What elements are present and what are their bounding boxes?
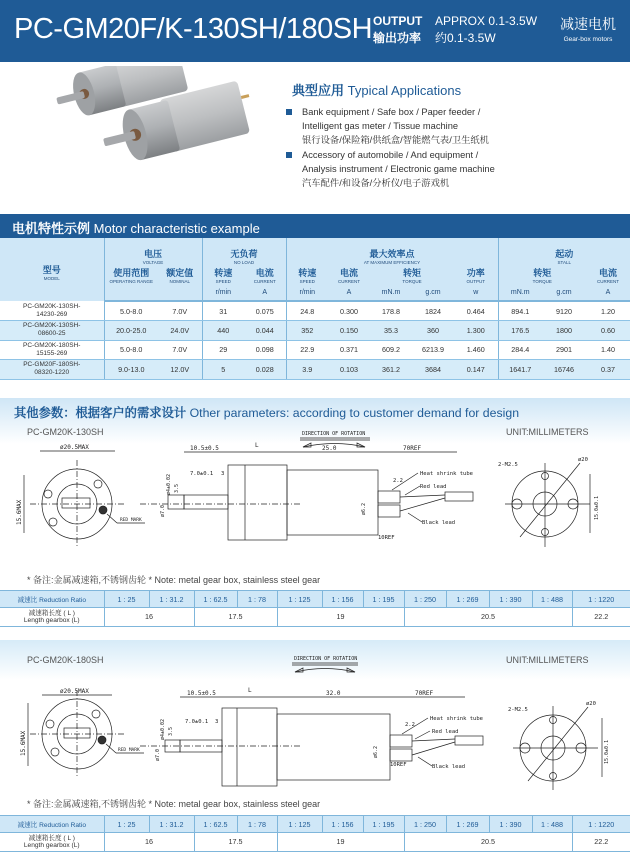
side-view-drawing (140, 687, 483, 786)
header-cn: 使用范围 (113, 268, 150, 278)
rear-view-drawing (508, 701, 610, 790)
header-cn: 功率 (466, 268, 485, 278)
col-me-torque (370, 266, 454, 285)
model-line: 15155-269 (36, 349, 68, 357)
col-me-output (454, 266, 498, 285)
me-current-cell: 0.103 (328, 360, 370, 380)
ratio-cell: 1 : 78 (237, 816, 277, 833)
application-text-cn: 银行设备/保险箱/供纸盒/智能燃气表/卫生纸机 (302, 135, 489, 146)
me-output-cell: 1.460 (454, 340, 498, 360)
model-line: 14230-269 (36, 310, 68, 318)
header-cn: 转矩 (533, 268, 552, 278)
header-en: MODEL (43, 276, 60, 281)
model-cell (0, 301, 104, 321)
length-row (0, 833, 630, 852)
applications-title-cn: 典型应用 (292, 83, 345, 98)
note-text: * 备注:金属减速箱,不锈钢齿轮 * Note: metal gear box, stainless steel gear (27, 575, 321, 585)
range-cell: 9.0-13.0 (104, 360, 158, 380)
nl-current-cell: 0.028 (244, 360, 286, 380)
reduction-ratio-table (0, 815, 630, 852)
length-cell: 16 (104, 608, 194, 627)
header-en: TORQUE (532, 279, 552, 284)
length-cell: 20.5 (404, 833, 572, 852)
svg-text:ø20: ø20 (578, 457, 588, 463)
st-torque-mnm-cell: 894.1 (498, 301, 542, 321)
svg-text:DIRECTION OF ROTATION: DIRECTION OF ROTATION (302, 431, 366, 437)
side-view-drawing (140, 442, 473, 541)
applications-section (292, 80, 622, 190)
category-en: Gear-box motors (563, 36, 613, 43)
nominal-cell: 7.0V (158, 340, 202, 360)
ratio-cell: 1 : 156 (322, 591, 363, 608)
header-en: SPEED (299, 279, 315, 284)
unit-blank (158, 285, 202, 301)
table-row (0, 360, 630, 380)
svg-text:ø7.0: ø7.0 (155, 748, 161, 761)
ratio-cell: 1 : 1220 (572, 816, 630, 833)
ratio-cell: 1 : 125 (277, 591, 322, 608)
unit-label: A (586, 285, 630, 301)
length-cell: 20.5 (404, 608, 572, 627)
page-header (0, 0, 630, 62)
other-title-en: Other parameters: according to customer demand for design (189, 406, 520, 420)
svg-text:ø20.5MAX: ø20.5MAX (60, 444, 89, 451)
length-row (0, 608, 630, 627)
svg-text:L: L (248, 687, 252, 694)
svg-text:DIRECTION OF ROTATION: DIRECTION OF ROTATION (294, 656, 358, 662)
nl-speed-cell: 29 (202, 340, 244, 360)
product-title: PC-GM20F/K-130SH/180SH (14, 13, 373, 45)
header-cn: 转矩 (403, 268, 422, 278)
applications-title-en: Typical Applications (347, 83, 462, 98)
range-cell: 5.0-8.0 (104, 340, 158, 360)
header-cn: 型号 (42, 265, 61, 275)
me-output-cell: 0.464 (454, 301, 498, 321)
unit-label: g.cm (412, 285, 454, 301)
nl-speed-cell: 31 (202, 301, 244, 321)
application-text: Accessory of automobile / And equipment / (302, 149, 479, 160)
col-group-max-efficiency (286, 238, 498, 266)
col-model (0, 238, 104, 301)
output-value-cn: 约0.1-3.5W (435, 31, 496, 45)
col-nl-speed (202, 266, 244, 285)
unit-label: mN.m (370, 285, 412, 301)
svg-text:Black lead: Black lead (432, 764, 466, 770)
unit-label: g.cm (542, 285, 586, 301)
square-bullet-icon (286, 109, 292, 115)
dimension-drawing (0, 648, 630, 794)
nl-current-cell: 0.075 (244, 301, 286, 321)
svg-text:3: 3 (215, 719, 219, 725)
nl-current-cell: 0.044 (244, 321, 286, 341)
svg-text:ø20: ø20 (586, 701, 596, 707)
svg-text:Heat shrink tube: Heat shrink tube (430, 716, 483, 722)
col-me-current (328, 266, 370, 285)
header-en: TORQUE (402, 279, 422, 284)
product-photo (10, 66, 270, 204)
unit-label: A (328, 285, 370, 301)
length-cell: 17.5 (194, 608, 277, 627)
svg-text:70REF: 70REF (403, 445, 422, 452)
drawing-model-label: PC-GM20K-130SH (27, 427, 104, 437)
model-line: PC-GM20F-180SH- (23, 361, 81, 369)
col-group-stall (498, 238, 630, 266)
model-line: PC-GM20K-130SH- (23, 322, 81, 330)
st-torque-gcm-cell: 1800 (542, 321, 586, 341)
svg-text:70REF: 70REF (415, 690, 434, 697)
ratio-cell: 1 : 25 (104, 816, 149, 833)
header-en: CURRENT (253, 279, 276, 284)
col-nl-current (244, 266, 286, 285)
ratio-cell: 1 : 250 (404, 591, 446, 608)
model-line: PC-GM20K-180SH- (23, 341, 81, 349)
st-torque-mnm-cell: 284.4 (498, 340, 542, 360)
svg-text:10.5±0.5: 10.5±0.5 (190, 445, 219, 452)
svg-text:2-M2.5: 2-M2.5 (508, 707, 528, 713)
unit-label: r/min (286, 285, 328, 301)
ratio-cell: 1 : 62.5 (194, 816, 237, 833)
me-speed-cell: 3.9 (286, 360, 328, 380)
ratio-cell: 1 : 1220 (572, 591, 630, 608)
table-row (0, 301, 630, 321)
svg-text:3.5: 3.5 (168, 726, 174, 736)
svg-text:2.2: 2.2 (393, 478, 403, 484)
st-current-cell: 1.20 (586, 301, 630, 321)
nl-current-cell: 0.098 (244, 340, 286, 360)
header-en: AT MAXIMUM EFFICIENCY (363, 260, 421, 265)
output-value (435, 13, 537, 47)
unit-blank (104, 285, 158, 301)
me-torque-mnm-cell: 35.3 (370, 321, 412, 341)
header-en: SPEED (215, 279, 231, 284)
svg-text:2-M2.5: 2-M2.5 (498, 462, 518, 468)
category-label (560, 14, 616, 43)
svg-text:RED MARK: RED MARK (120, 518, 142, 523)
col-group-voltage (104, 238, 202, 266)
application-text: Bank equipment / Safe box / Paper feeder / (302, 107, 481, 117)
category-cn: 减速电机 (560, 16, 616, 32)
ratio-cell: 1 : 390 (489, 816, 532, 833)
me-speed-cell: 24.8 (286, 301, 328, 321)
rotation-arrow-icon (292, 656, 358, 672)
model-cell (0, 340, 104, 360)
range-cell: 20.0-25.0 (104, 321, 158, 341)
model-line: 08600-25 (38, 330, 66, 338)
motor-characteristic-table (0, 238, 630, 380)
svg-text:Red lead: Red lead (420, 484, 447, 490)
header-en: STALL (557, 260, 571, 265)
me-speed-cell: 22.9 (286, 340, 328, 360)
svg-text:L: L (255, 442, 259, 449)
length-cell: 19 (277, 833, 404, 852)
ratio-cell: 1 : 31.2 (149, 816, 194, 833)
ratio-row (0, 591, 630, 608)
header-cn: 额定值 (166, 268, 194, 278)
application-text-cn: 汽车配件/和设备/分析仪/电子游戏机 (302, 178, 450, 189)
table-row (0, 321, 630, 341)
svg-text:RED MARK: RED MARK (118, 748, 140, 753)
dimension-drawing (0, 425, 630, 573)
model-line: 08320-1220 (34, 369, 70, 377)
output-label (373, 13, 422, 47)
output-label-en: OUTPUT (373, 14, 423, 28)
application-text: Intelligent gas meter / Tissue machine (302, 121, 459, 132)
ratio-cell: 1 : 125 (277, 816, 322, 833)
ratio-cell: 1 : 78 (237, 591, 277, 608)
col-st-current (586, 266, 630, 285)
model-cell (0, 321, 104, 341)
header-cn: 电流 (599, 268, 618, 278)
header-cn: 无负荷 (230, 249, 258, 259)
svg-text:ø4±0.02: ø4±0.02 (160, 718, 166, 740)
svg-text:15.0±0.1: 15.0±0.1 (604, 739, 610, 764)
me-speed-cell: 352 (286, 321, 328, 341)
other-parameters-title (14, 403, 519, 421)
col-me-speed (286, 266, 328, 285)
header-en: OPERATING RANGE (109, 279, 153, 284)
svg-text:7.0±0.1: 7.0±0.1 (190, 471, 214, 477)
ratio-label: 减速比 Reduction Ratio (0, 591, 104, 608)
header-cn: 转速 (298, 268, 317, 278)
note-text: * 备注:金属减速箱,不锈钢齿轮 * Note: metal gear box, stainless steel gear (27, 799, 321, 809)
me-torque-gcm-cell: 1824 (412, 301, 454, 321)
ratio-cell: 1 : 195 (363, 816, 404, 833)
ratio-cell: 1 : 62.5 (194, 591, 237, 608)
ratio-cell: 1 : 488 (532, 816, 572, 833)
svg-text:2.2: 2.2 (405, 722, 415, 728)
header-cn: 起动 (555, 249, 574, 259)
model-line: PC-GM20K-130SH- (23, 302, 81, 310)
application-item (292, 105, 622, 148)
applications-title (292, 80, 622, 99)
ratio-cell: 1 : 269 (446, 816, 489, 833)
svg-text:3.5: 3.5 (174, 483, 180, 493)
length-cell: 19 (277, 608, 404, 627)
svg-text:ø6.2: ø6.2 (373, 745, 379, 758)
me-output-cell: 1.300 (454, 321, 498, 341)
me-current-cell: 0.150 (328, 321, 370, 341)
me-torque-mnm-cell: 361.2 (370, 360, 412, 380)
header-en: NO LOAD (233, 260, 255, 265)
svg-text:Red lead: Red lead (432, 729, 459, 735)
svg-text:Black lead: Black lead (422, 520, 456, 526)
output-value-en: APPROX 0.1-3.5W (435, 14, 538, 28)
header-en: OUTPUT (466, 279, 486, 284)
length-label-en: Length gearbox (L) (23, 617, 80, 624)
ratio-cell: 1 : 156 (322, 816, 363, 833)
nl-speed-cell: 440 (202, 321, 244, 341)
application-item (292, 148, 622, 191)
me-torque-mnm-cell: 609.2 (370, 340, 412, 360)
length-cell: 17.5 (194, 833, 277, 852)
col-nominal (158, 266, 202, 285)
me-torque-mnm-cell: 178.8 (370, 301, 412, 321)
other-title-cn: 其他参数：根据客户的需求设计 (14, 406, 187, 420)
svg-text:7.0±0.1: 7.0±0.1 (185, 719, 209, 725)
drawing-model-label: PC-GM20K-180SH (27, 655, 104, 665)
front-view-drawing (20, 688, 144, 778)
me-current-cell: 0.371 (328, 340, 370, 360)
ratio-cell: 1 : 390 (489, 591, 532, 608)
header-en: VOLTAGE (142, 260, 164, 265)
motor-characteristic-title (0, 214, 630, 238)
st-torque-gcm-cell: 2901 (542, 340, 586, 360)
col-st-torque (498, 266, 586, 285)
st-current-cell: 0.60 (586, 321, 630, 341)
header-cn: 转速 (214, 268, 233, 278)
section-title-cn: 电机特性示例 (12, 221, 91, 236)
st-torque-mnm-cell: 1641.7 (498, 360, 542, 380)
header-en: NOMINAL (169, 279, 190, 284)
ratio-cell: 1 : 31.2 (149, 591, 194, 608)
length-cell: 16 (104, 833, 194, 852)
ratio-cell: 1 : 195 (363, 591, 404, 608)
model-cell (0, 360, 104, 380)
svg-text:ø20.5MAX: ø20.5MAX (60, 688, 89, 695)
ratio-cell: 1 : 25 (104, 591, 149, 608)
svg-text:10REF: 10REF (390, 762, 407, 768)
header-cn: 电流 (255, 268, 274, 278)
front-view-drawing (16, 444, 145, 548)
st-torque-mnm-cell: 176.5 (498, 321, 542, 341)
header-cn: 电流 (340, 268, 359, 278)
svg-text:10REF: 10REF (378, 535, 395, 541)
svg-text:ø6.2: ø6.2 (361, 502, 367, 515)
svg-text:15.0±0.1: 15.0±0.1 (594, 495, 600, 520)
svg-text:32.0: 32.0 (326, 690, 341, 697)
svg-text:10.5±0.5: 10.5±0.5 (187, 690, 216, 697)
st-current-cell: 0.37 (586, 360, 630, 380)
col-group-no-load (202, 238, 286, 266)
reduction-ratio-table (0, 590, 630, 627)
me-torque-gcm-cell: 360 (412, 321, 454, 341)
svg-text:15.6MAX: 15.6MAX (16, 499, 23, 525)
col-operating-range (104, 266, 158, 285)
svg-text:15.6MAX: 15.6MAX (20, 730, 27, 756)
unit-label: A (244, 285, 286, 301)
length-cell: 22.2 (572, 833, 630, 852)
ratio-cell: 1 : 269 (446, 591, 489, 608)
st-current-cell: 1.40 (586, 340, 630, 360)
me-output-cell: 0.147 (454, 360, 498, 380)
nominal-cell: 12.0V (158, 360, 202, 380)
me-torque-gcm-cell: 3684 (412, 360, 454, 380)
unit-label: r/min (202, 285, 244, 301)
svg-text:Heat shrink tube: Heat shrink tube (420, 471, 473, 477)
svg-text:ø7.0: ø7.0 (160, 504, 166, 517)
square-bullet-icon (286, 152, 292, 158)
length-label (0, 608, 104, 627)
ratio-cell: 1 : 488 (532, 591, 572, 608)
output-label-cn: 输出功率 (373, 31, 422, 45)
length-label-cn: 减速箱长度 ( L ) (28, 609, 75, 617)
me-torque-gcm-cell: 6213.9 (412, 340, 454, 360)
unit-label: w (454, 285, 498, 301)
drawing-unit-label: UNIT:MILLIMETERS (506, 655, 589, 665)
me-current-cell: 0.300 (328, 301, 370, 321)
svg-text:ø4±0.02: ø4±0.02 (166, 473, 172, 495)
table-row (0, 340, 630, 360)
header-cn: 电压 (143, 249, 162, 259)
drawing-unit-label: UNIT:MILLIMETERS (506, 427, 589, 437)
header-en: CURRENT (338, 279, 361, 284)
section-title-en: Motor characteristic example (93, 221, 260, 236)
length-label (0, 833, 104, 852)
length-cell: 22.2 (572, 608, 630, 627)
svg-text:25.0: 25.0 (322, 445, 337, 452)
nl-speed-cell: 5 (202, 360, 244, 380)
length-label-cn: 减速箱长度 ( L ) (28, 834, 75, 842)
ratio-row (0, 816, 630, 833)
range-cell: 5.0-8.0 (104, 301, 158, 321)
header-cn: 最大效率点 (369, 249, 415, 259)
ratio-label: 减速比 Reduction Ratio (0, 816, 104, 833)
ratio-cell: 1 : 250 (404, 816, 446, 833)
svg-text:3: 3 (221, 471, 225, 477)
nominal-cell: 24.0V (158, 321, 202, 341)
st-torque-gcm-cell: 9120 (542, 301, 586, 321)
header-en: CURRENT (597, 279, 620, 284)
st-torque-gcm-cell: 16746 (542, 360, 586, 380)
application-text: Analysis instrument / Electronic game machine (302, 163, 495, 174)
rear-view-drawing (498, 457, 600, 547)
nominal-cell: 7.0V (158, 301, 202, 321)
unit-label: mN.m (498, 285, 542, 301)
length-label-en: Length gearbox (L) (23, 842, 80, 849)
